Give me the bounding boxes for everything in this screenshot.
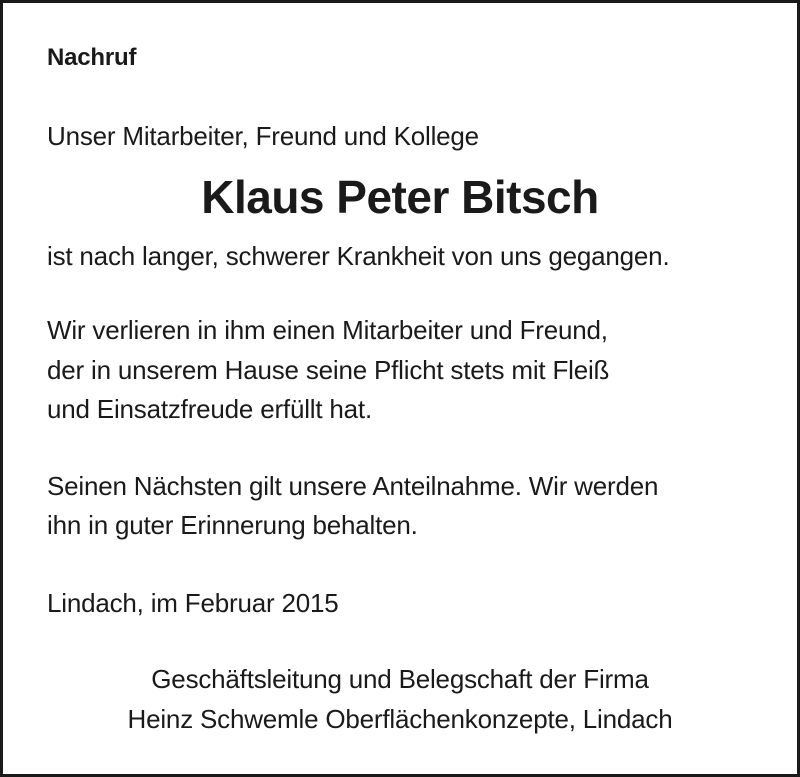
paragraph2-line-2: ihn in guter Erinnerung behalten. xyxy=(47,510,418,540)
intro-line: Unser Mitarbeiter, Freund und Kollege xyxy=(47,121,479,151)
signature-line-1: Geschäftsleitung und Belegschaft der Firma xyxy=(151,664,649,694)
paragraph1-line-2: der in unserem Hause seine Pflicht stets mit Fleiß xyxy=(47,355,610,385)
passing-line: ist nach langer, schwerer Krankheit von uns gegangen. xyxy=(47,241,670,271)
deceased-name: Klaus Peter Bitsch xyxy=(201,171,599,223)
paragraph2-line-1: Seinen Nächsten gilt unsere Anteilnahme. Wir werden xyxy=(47,471,659,501)
paragraph1-line-1: Wir verlieren in ihm einen Mitarbeiter und Freund, xyxy=(47,315,608,345)
notice-header: Nachruf xyxy=(47,44,137,71)
signature-line-2: Heinz Schwemle Oberflächenkonzepte, Lindach xyxy=(127,704,673,734)
place-date: Lindach, im Februar 2015 xyxy=(47,588,339,618)
paragraph1-line-3: und Einsatzfreude erfüllt hat. xyxy=(47,394,372,424)
